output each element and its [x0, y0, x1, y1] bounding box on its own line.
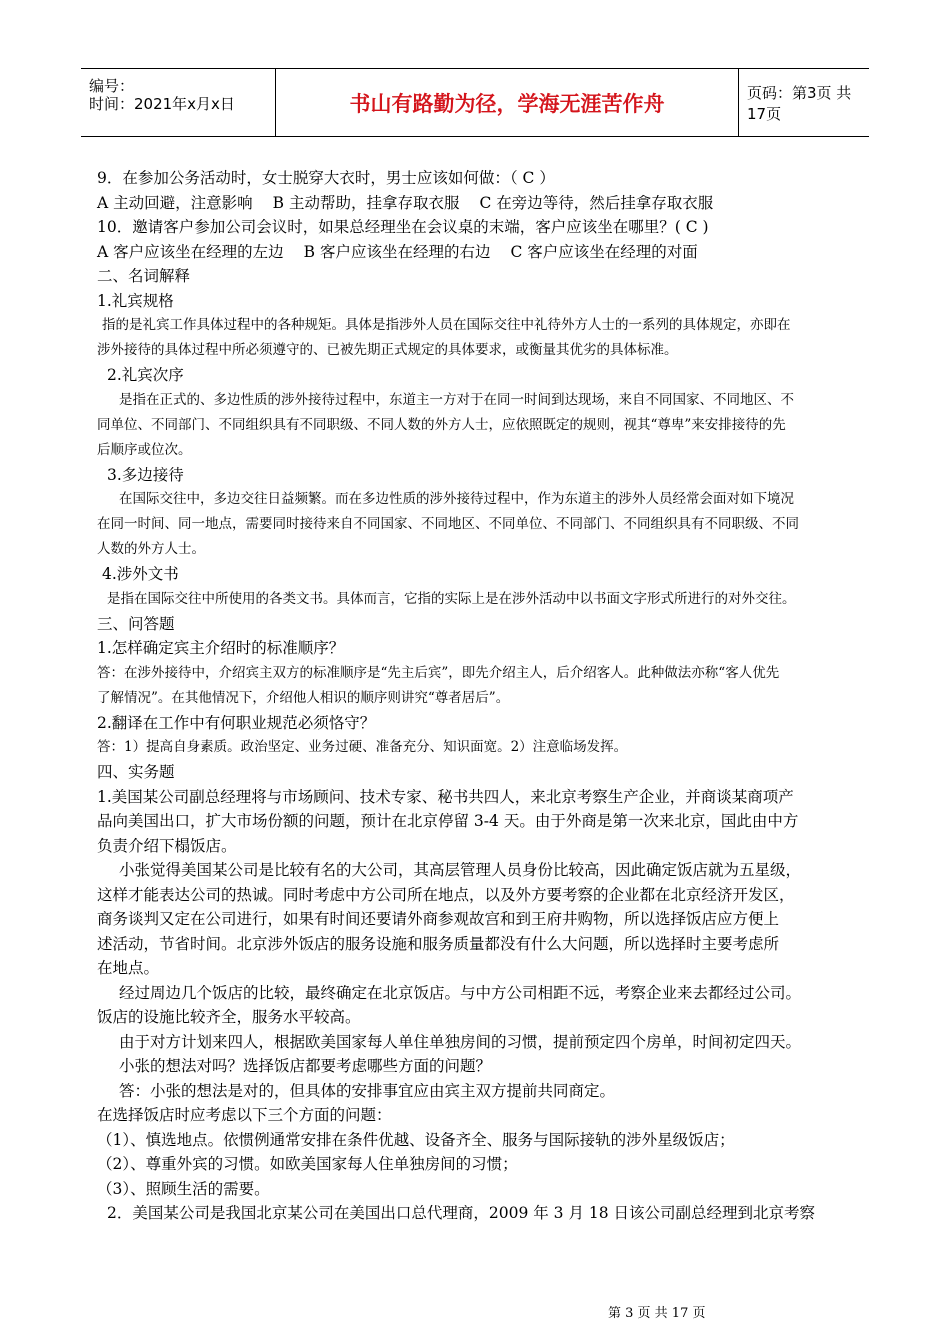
case-paragraph: 2．美国某公司是我国北京某公司在美国出口总代理商，2009 年 3 月 18 日该公司副总经理到北京考察	[107, 1204, 816, 1222]
qa-2-answer: 答：1）提高自身素质。政治坚定、业务过硬、准备充分、知识面宽。2）注意临场发挥。	[97, 739, 628, 755]
case-paragraph: 述活动，节省时间。北京涉外饭店的服务设施和服务质量都没有什么大问题，所以选择时主要考虑所	[97, 934, 780, 953]
case-answer: 在选择饭店时应考虑以下三个方面的问题：	[97, 1106, 392, 1124]
question-10-options	[97, 240, 867, 265]
term-1-text: 涉外接待的具体过程中所必须遵守的、已被先期正式规定的具体要求，或衡量其优劣的具体标准。	[97, 342, 678, 358]
case-paragraph: 这样才能表达公司的热诚。同时考虑中方公司所在地点，以及外方要考察的企业都在北京经济开发区，	[97, 885, 795, 904]
section-4-title: 四、实务题	[97, 763, 175, 781]
case-paragraph: 1.美国某公司副总经理将与市场顾问、技术专家、秘书共四人，来北京考察生产企业，并商谈某商项产	[97, 787, 794, 806]
case-answer: 答：小张的想法是对的，但具体的安排事宜应由宾主双方提前共同商定。	[119, 1081, 616, 1100]
case-paragraph: 负责介绍下榻饭店。	[97, 836, 237, 855]
term-3-text: 在同一时间、同一地点，需要同时接待来自不同国家、不同地区、不同单位、不同部门、不同组织具有不同职级、不同	[97, 516, 799, 532]
page-header	[81, 68, 869, 137]
header-slogan	[275, 69, 739, 136]
term-2-text: 后顺序或位次。	[97, 441, 192, 458]
option-c: C 客户应该坐在经理的对面	[510, 242, 698, 261]
page-label: 页码：第3页 共17页	[747, 83, 852, 123]
case-paragraph: 经过周边几个饭店的比较，最终确定在北京饭店。与中方公司相距不远，考察企业来去都经过公司。	[119, 983, 802, 1002]
term-4-title: 4.涉外文书	[102, 565, 179, 583]
term-3-title: 3.多边接待	[107, 465, 184, 484]
case-paragraph: 由于对方计划来四人，根据欧美国家每人单住单独房间的习惯，提前预定四个房单，时间初定四天。	[119, 1032, 802, 1051]
option-b: B 主动帮助，挂拿存取衣服	[272, 193, 460, 212]
term-3-text: 在国际交往中，多边交往日益频繁。而在多边性质的涉外接待过程中，作为东道主的涉外人员经常会面对如下境况	[119, 491, 794, 507]
qa-1-answer: 了解情况”。在其他情况下，介绍他人相识的顺序则讲究“尊者居后”。	[97, 689, 510, 706]
term-1-title: 1.礼宾规格	[97, 291, 174, 310]
term-3-text: 人数的外方人士。	[97, 541, 205, 557]
case-paragraph: 在地点。	[97, 959, 160, 977]
option-a: A 客户应该坐在经理的左边	[97, 242, 284, 261]
number-label: 编号：	[89, 77, 135, 95]
option-a: A 主动回避，注意影响	[97, 193, 253, 212]
header-meta	[81, 69, 275, 136]
section-2-title: 二、名词解释	[97, 267, 191, 285]
term-2-text: 是指在正式的、多边性质的涉外接待过程中，东道主一方对于在同一时间到达现场，来自不同国家、不同地区、不	[119, 391, 794, 408]
section-3-title: 三、问答题	[97, 614, 175, 633]
option-b: B 客户应该坐在经理的右边	[303, 242, 491, 261]
term-2-text: 同单位、不同部门、不同组织具有不同职级、不同人数的外方人士，应依照既定的规则，视其“尊卑”来安排接待的先	[97, 416, 786, 433]
case-question: 小张的想法对吗？选择饭店都要考虑哪些方面的问题？	[119, 1057, 492, 1075]
case-answer-item: （2）、尊重外宾的习惯。如欧美国家每人住单独房间的习惯；	[97, 1155, 518, 1173]
case-paragraph: 饭店的设施比较齐全，服务水平较高。	[97, 1008, 361, 1026]
qa-1-question: 1.怎样确定宾主介绍时的标准顺序？	[97, 639, 345, 657]
qa-2-question: 2.翻译在工作中有何职业规范必须恪守？	[97, 713, 376, 732]
question-9: 9．在参加公务活动时，女士脱穿大衣时，男士应该如何做：（ C ）	[97, 169, 555, 187]
term-1-text: 指的是礼宾工作具体过程中的各种规矩。具体是指涉外人员在国际交往中礼待外方人士的一系列的具体规定，亦即在	[102, 317, 791, 333]
time-label: 时间：2021年x月x日	[89, 95, 235, 113]
case-answer-item: （3）、照顾生活的需要。	[97, 1179, 270, 1198]
slogan-text: 书山有路勤为径，学海无涯苦作舟	[349, 91, 665, 116]
case-answer-item: （1）、慎选地点。依惯例通常安排在条件优越、设备齐全、服务与国际接轨的涉外星级饭店；	[97, 1130, 735, 1149]
question-10: 10．邀请客户参加公司会议时，如果总经理坐在会议桌的末端，客户应该坐在哪里？( C )	[97, 218, 709, 236]
header-page	[737, 69, 869, 136]
page-footer: 第 3 页 共 17 页	[608, 1306, 706, 1321]
option-c: C 在旁边等待，然后挂拿存取衣服	[479, 193, 714, 212]
term-4-text: 是指在国际交往中所使用的各类文书。具体而言，它指的实际上是在涉外活动中以书面文字形式所进行的对外交往。	[107, 590, 796, 607]
question-9-options	[97, 191, 867, 216]
document-body	[97, 166, 867, 1226]
case-paragraph: 品向美国出口，扩大市场份额的问题，预计在北京停留 3-4 天。由于外商是第一次来北京，国此由中方	[97, 812, 799, 830]
case-paragraph: 商务谈判又定在公司进行，如果有时间还要请外商参观故宫和到王府井购物，所以选择饭店应方便上	[97, 910, 780, 928]
term-2-title: 2.礼宾次序	[107, 366, 184, 384]
case-paragraph: 小张觉得美国某公司是比较有名的大公司，其高层管理人员身份比较高，因此确定饭店就为五星级，	[119, 861, 802, 879]
qa-1-answer: 答：在涉外接待中，介绍宾主双方的标准顺序是“先主后宾”，即先介绍主人，后介绍客人。此种做法亦称“客人优先	[97, 664, 780, 681]
